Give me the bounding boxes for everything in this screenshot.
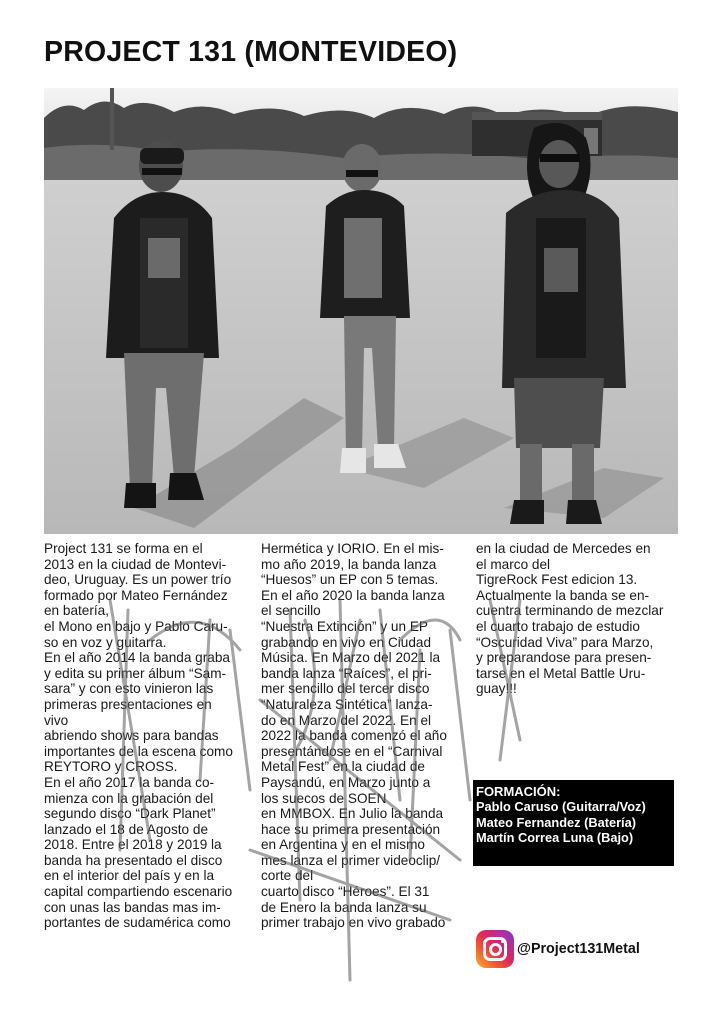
body-line: banda ha presentado el disco [44,852,223,868]
body-line: portantes de sudamérica como [44,915,231,931]
body-line: cuarto disco “Héroes”. El 31 [261,884,430,900]
lineup-box [473,780,674,866]
body-line: banda lanza “Raíces”, el pri- [261,665,432,681]
body-line: de Enero la banda lanza su [261,899,427,915]
instagram-icon[interactable] [476,930,514,968]
body-line: Actualmente la banda se en- [476,587,650,603]
body-line: el cuarto trabajo de estudio [476,618,640,634]
body-line: REYTORO y CROSS. [44,759,178,775]
lineup-member: Pablo Caruso (Guitarra/Voz) [476,799,646,815]
body-line: “Oscuridad Viva” para Marzo, [476,634,654,650]
body-column-3 [476,541,663,697]
body-line: hace su primera presentación [261,821,441,837]
body-line: 2022 la banda comenzó el año [261,728,447,744]
body-line: los suecos de SOEN [261,790,387,806]
body-line: so en voz y guitarra. [44,634,167,650]
body-column-2 [261,541,447,931]
lineup-member: Martín Correa Luna (Bajo) [476,829,634,845]
body-line: mienza con la grabación del [44,790,214,806]
body-line: deo, Uruguay. Es un power trío [44,572,232,588]
body-line: primeras presentaciones en [44,696,212,712]
body-line: grabando en vivo en Ciudad [261,634,432,650]
body-line: tarse en el Metal Battle Uru- [476,665,646,681]
body-line: En el año 2020 la banda lanza [261,587,445,603]
body-line: con unas las bandas mas im- [44,899,221,915]
body-line: en la ciudad de Mercedes en [476,541,651,556]
body-line: segundo disco “Dark Planet” [44,806,216,822]
body-line: sara” y con esto vinieron las [44,681,214,697]
body-line: Hermética y IORIO. En el mis- [261,541,444,556]
body-line: TigreRock Fest edicion 13. [476,572,638,588]
body-line: lanzado el 18 de Agosto de [44,821,209,837]
body-line: en Argentina y en el mismo [261,837,425,853]
body-line: en MMBOX. En Julio la banda [261,806,444,822]
body-line: el marco del [476,556,551,572]
body-line: formado por Mateo Fernández [44,587,228,603]
body-line: abriendo shows para bandas [44,728,219,744]
body-line: guay!!! [476,681,517,697]
body-line: presentándose en el “Carnival [261,743,443,759]
body-line: 2013 en la ciudad de Montevi- [44,556,227,572]
band-photo [44,88,678,534]
body-line: “Nuestra Extinción” y un EP [261,618,428,634]
body-line: cuentra terminando de mezclar [476,603,664,619]
body-line: En el año 2017 la banda co- [44,774,215,790]
body-line: “Naturaleza Sintética” lanza- [261,696,433,712]
body-line: corte del [261,868,314,884]
body-line: importantes de la escena como [44,743,233,759]
body-line: el sencillo [261,603,321,619]
body-line: capital compartiendo escenario [44,884,233,900]
lineup-heading: FORMACIÓN: [476,784,561,799]
body-line: en el interior del país y en la [44,868,215,884]
body-line: y preparandose para presen- [476,650,652,666]
page-title: PROJECT 131 (MONTEVIDEO) [44,36,458,68]
body-line: primer trabajo en vivo grabado [261,915,446,931]
body-line: mes lanza el primer videoclip/ [261,852,441,868]
band-photo-illustration [44,88,678,534]
body-line: “Huesos” un EP con 5 temas. [261,572,439,588]
body-column-1 [44,541,233,931]
body-line: mo año 2019, la banda lanza [261,556,437,572]
instagram-handle[interactable]: @Project131Metal [517,941,640,957]
body-line: Project 131 se forma en el [44,541,203,556]
body-line: Metal Fest” en la ciudad de [261,759,425,775]
body-line: Paysandú, en Marzo junto a [261,774,431,790]
body-line: y edita su primer álbum “Sam- [44,665,227,681]
lineup-member: Mateo Fernandez (Batería) [476,814,636,830]
body-line: vivo [44,712,69,728]
social-link[interactable] [476,930,640,968]
body-line: mer sencillo del tercer disco [261,681,430,697]
body-line: 2018. Entre el 2018 y 2019 la [44,837,222,853]
body-line: en batería, [44,603,109,619]
body-line: En el año 2014 la banda graba [44,650,230,666]
body-line: el Mono en bajo y Pablo Caru- [44,618,228,634]
body-line: Música. En Marzo del 2021 la [261,650,441,666]
body-line: do en Marzo del 2022. En el [261,712,432,728]
